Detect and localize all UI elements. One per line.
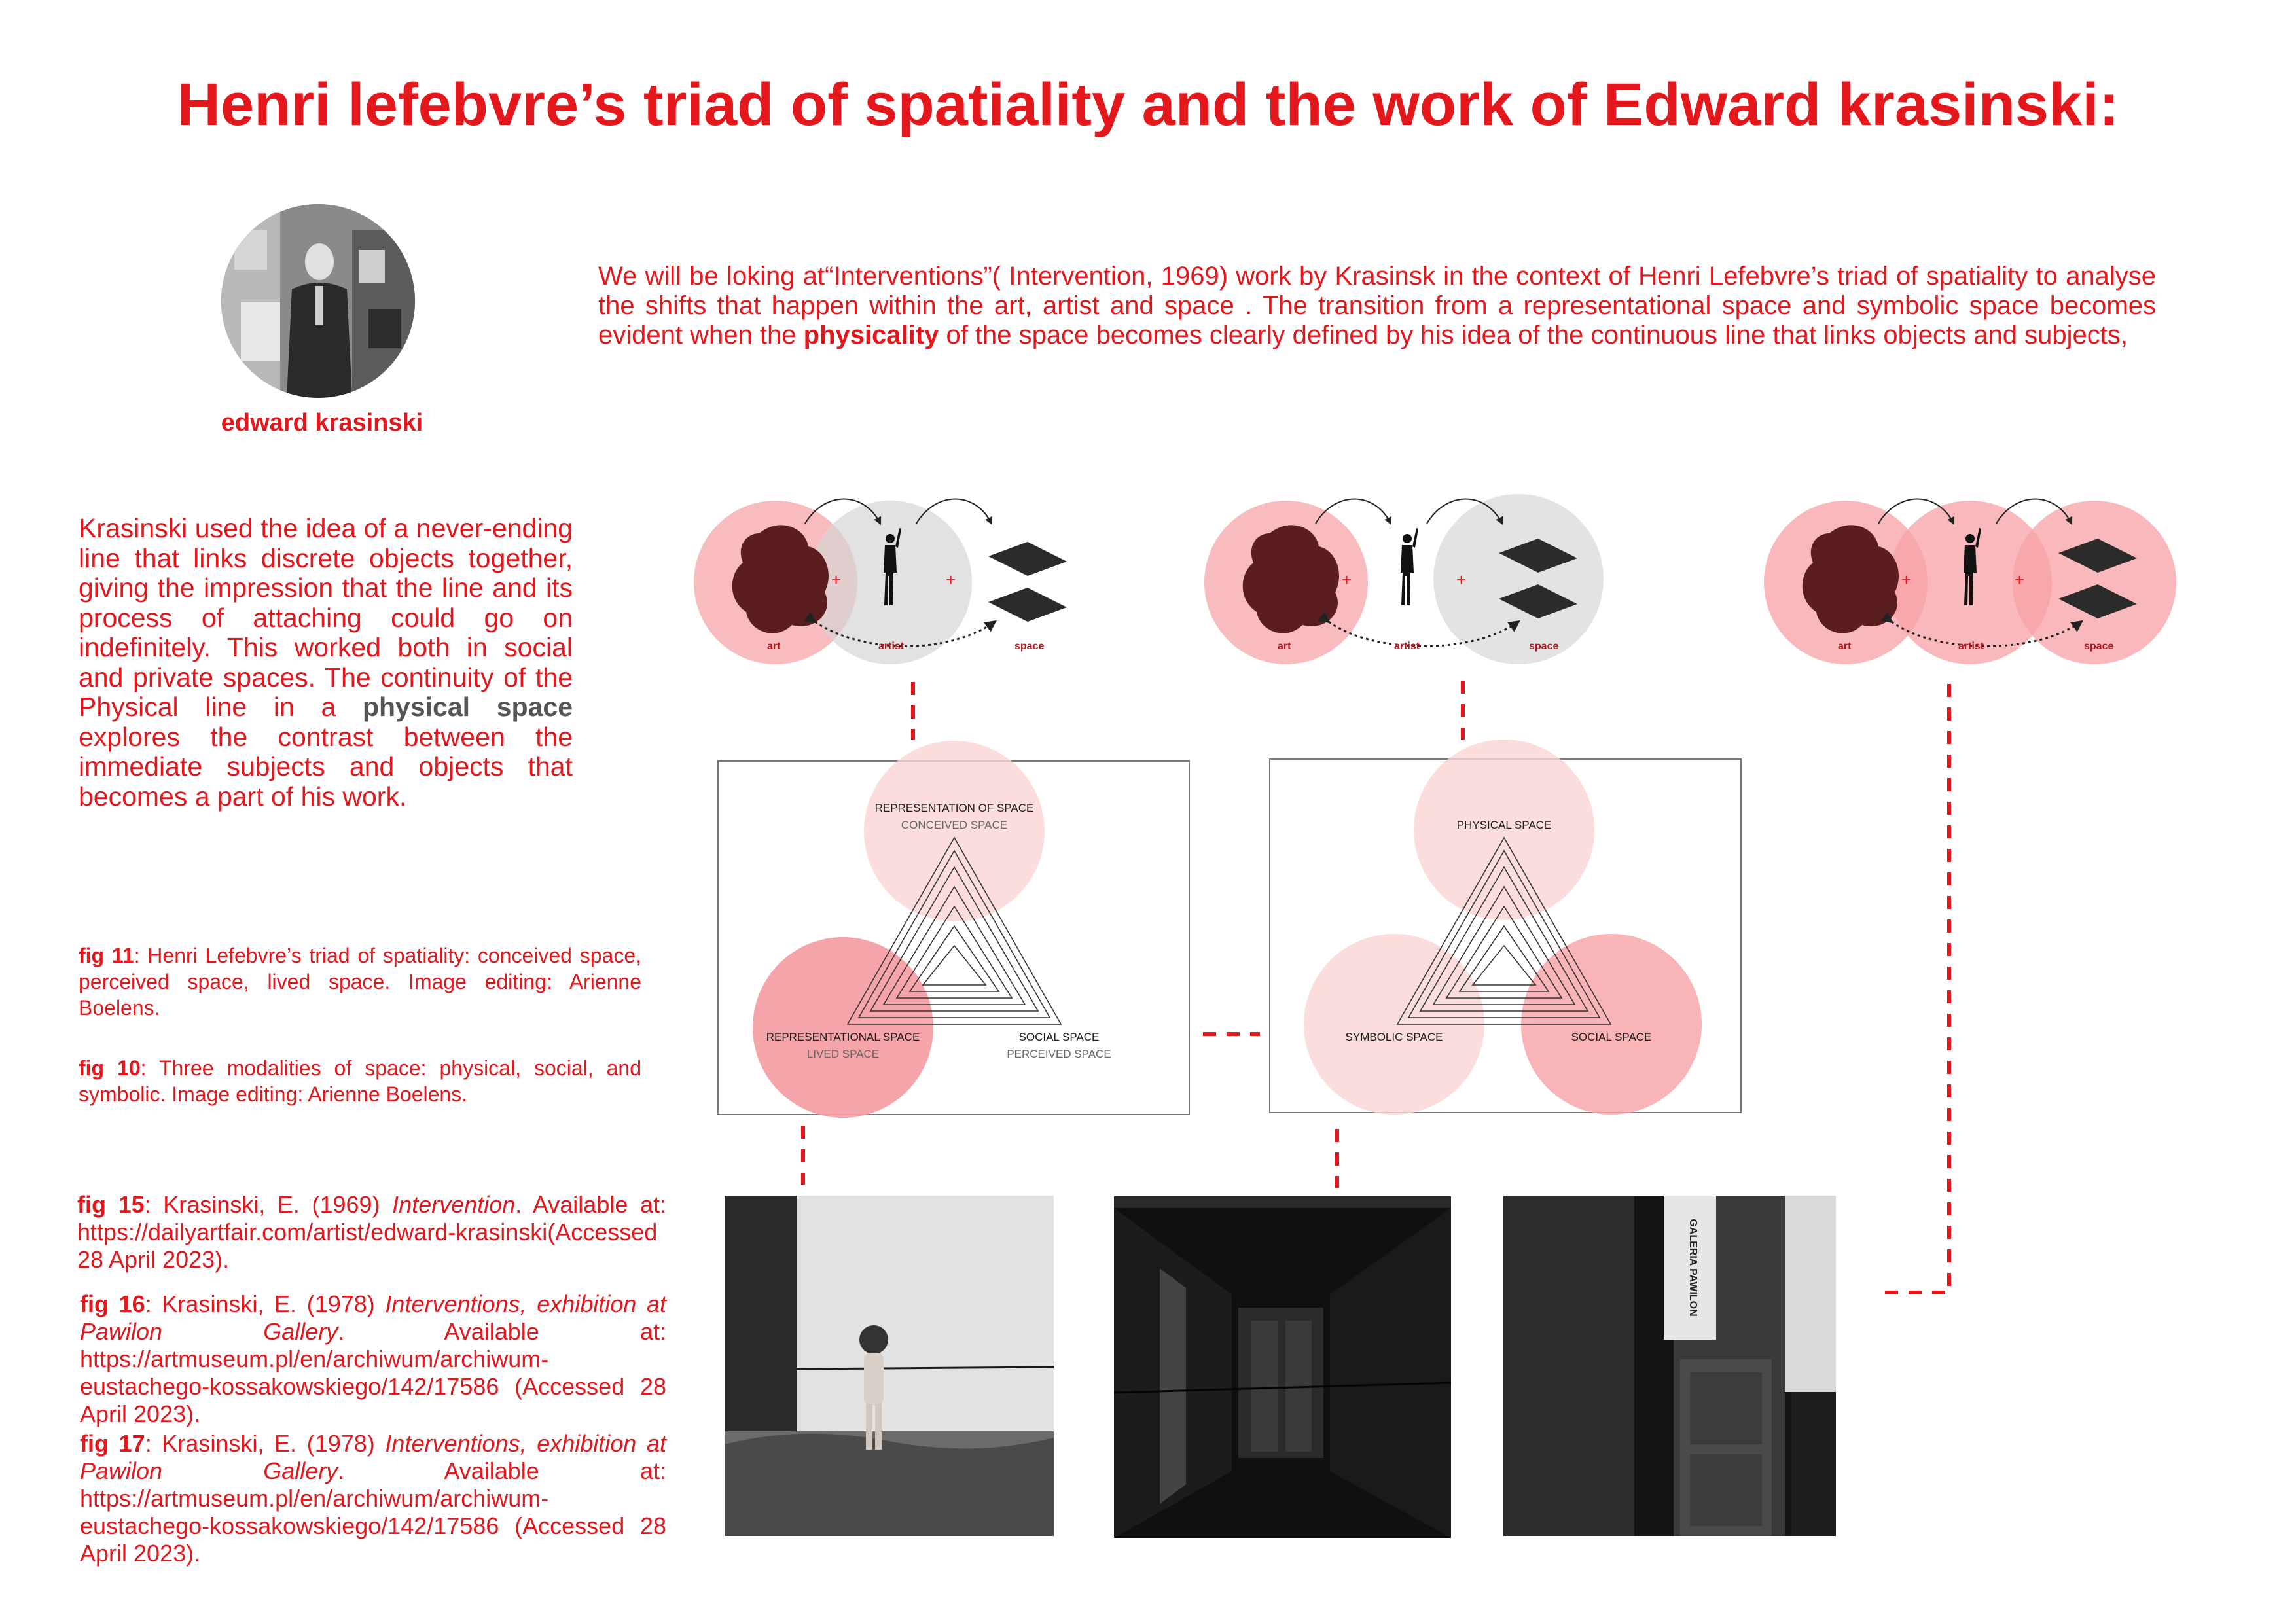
svg-text:REPRESENTATIONAL SPACE: REPRESENTATIONAL SPACE [766,1031,920,1043]
svg-text:art: art [767,641,781,652]
intro-bold-word: physicality [803,321,939,349]
svg-text:PERCEIVED SPACE: PERCEIVED SPACE [1007,1048,1111,1060]
svg-text:+: + [1901,570,1912,590]
photo-fig16-corridor [1114,1196,1451,1538]
portrait-caption: edward krasinski [221,409,423,437]
svg-text:SOCIAL SPACE: SOCIAL SPACE [1018,1031,1100,1043]
svg-text:LIVED SPACE: LIVED SPACE [806,1048,880,1060]
venn-diagram-2 [1204,494,1604,664]
triad-diagram-2 [1270,740,1741,1115]
svg-text:+: + [946,570,956,590]
svg-text:CONCEIVED SPACE: CONCEIVED SPACE [901,819,1008,831]
svg-text:art: art [1278,641,1291,652]
triad-diagram-1 [718,741,1189,1118]
svg-text:+: + [831,570,842,590]
left-paragraph: Krasinski used the idea of a never-ending line that links discrete objects together, giving the impression that the line and its process of attaching could go on indefinitely. This worked both in social and private spaces. The continuity of the Physical line in a physical space explores the contrast between the immediate subjects and objects that becomes a part of his work. [79,513,573,812]
photo-fig15-child [725,1196,1054,1536]
venn-diagram-1 [694,499,1067,665]
svg-text:SYMBOLIC SPACE: SYMBOLIC SPACE [1345,1031,1443,1043]
venn-diagram-3 [1764,499,2176,665]
photo-fig17-gallery-door [1503,1196,1836,1536]
space-plates-icon [988,542,1067,622]
svg-text:space: space [1529,641,1559,652]
caption-fig11: fig 11: Henri Lefebvre’s triad of spatiality: conceived space, perceived space, lived space. Image editing: Arienne Boelens. [79,944,642,1020]
svg-text:REPRESENTATION OF SPACE: REPRESENTATION OF SPACE [874,802,1034,814]
svg-text:+: + [1342,570,1352,590]
svg-text:space: space [1014,641,1045,652]
svg-text:artist: artist [1958,641,1984,652]
caption-fig17: fig 17: Krasinski, E. (1978) Interventions, exhibition at Pawilon Gallery. Available at: https://artmuseum.pl/en/archiwum/archiwum-eustachego-kossakowskiego/142/17586 (Accessed 28 April 2023). [80,1430,666,1567]
page-title: Henri lefebvre’s triad of spatiality and the work of Edward krasinski: [177,71,2119,138]
svg-text:artist: artist [878,641,905,652]
gallery-sign-text: GALERIA PAWILON [1687,1219,1698,1317]
svg-text:space: space [2084,641,2114,652]
svg-text:+: + [1456,570,1467,590]
svg-text:artist: artist [1394,641,1420,652]
svg-text:PHYSICAL SPACE: PHYSICAL SPACE [1456,819,1552,831]
svg-text:art: art [1838,641,1852,652]
venn3-space-circle [2013,501,2176,664]
artist-silhouette-icon [1401,528,1418,605]
caption-fig10: fig 10: Three modalities of space: physical, social, and symbolic. Image editing: Arienne Boelens. [79,1056,642,1106]
highlight-physical-space: physical space [362,692,573,722]
intro-paragraph: We will be loking at“Interventions”( Intervention, 1969) work by Krasinsk in the context of Henri Lefebvre’s triad of spatiality to analyse the shifts that happen within the art, artist and space . The transition from a representational space and symbolic space becomes evident when the physicality of the space becomes clearly defined by his idea of the continuous line that links objects and subjects, [598,262,2156,349]
svg-text:SOCIAL SPACE: SOCIAL SPACE [1571,1031,1652,1043]
svg-text:+: + [2015,570,2025,590]
caption-fig15: fig 15: Krasinski, E. (1969) Intervention. Available at: https://dailyartfair.com/artist/edward-krasinski(Accessed 28 April 2023). [77,1191,666,1273]
caption-fig16: fig 16: Krasinski, E. (1978) Interventions, exhibition at Pawilon Gallery. Available at: https://artmuseum.pl/en/archiwum/archiwum-eustachego-kossakowskiego/142/17586 (Accessed 28 April 2023). [80,1291,666,1427]
